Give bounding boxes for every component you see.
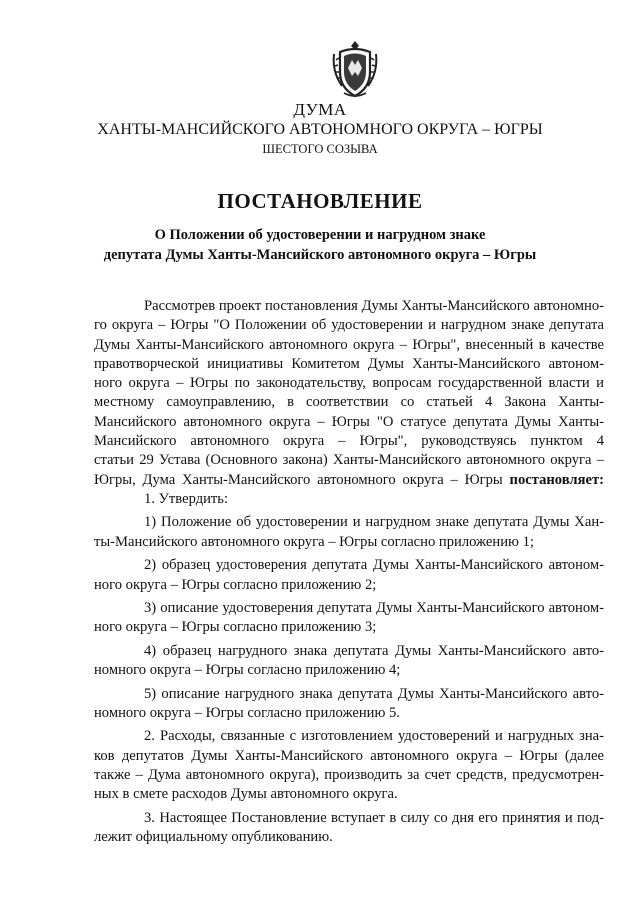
item-line: 2) образец удостоверения депутата Думы Ханты-Мансийского автоном- <box>144 557 604 574</box>
paragraph-line: Думы Ханты-Мансийского автономного округа – Югры", внесенный в качестве <box>94 336 604 353</box>
item-line: 1. Утвердить: <box>144 491 229 507</box>
document-title: ПОСТАНОВЛЕНИЕ <box>217 189 423 213</box>
item-line: ты-Мансийского автономного округа – Югры согласно приложению 1; <box>94 533 534 550</box>
item-line: 2. Расходы, связанные с изготовлением удостоверений и нагрудных зна- <box>144 728 604 745</box>
item-line: 3. Настоящее Постановление вступает в силу со дня его принятия и под- <box>144 809 604 826</box>
item-line: 5) описание нагрудного знака депутата Думы Ханты-Мансийского авто- <box>144 685 604 702</box>
resolves-keyword: постановляет: <box>509 471 604 488</box>
paragraph-line: Мансийского автономного округа – Югры "О статусе депутата Думы Ханты- <box>94 413 604 430</box>
paragraph-line <box>94 471 604 490</box>
paragraph-line: статьи 29 Устава (Основного закона) Ханты-Мансийского автономного округа – <box>94 452 604 469</box>
paragraph-line: го округа – Югры "О Положении об удостоверении и нагрудном знаке депутата <box>94 317 604 334</box>
paragraph-line: ного округа – Югры по законодательству, вопросам государственной власти и <box>94 375 604 392</box>
coat-of-arms-icon <box>330 38 380 100</box>
paragraph-text: Югры, Дума Ханты-Мансийского автономного округа – Югры <box>94 471 510 488</box>
item-line: ного округа – Югры согласно приложению 2; <box>94 576 377 593</box>
item-line: номного округа – Югры согласно приложению 4; <box>94 662 401 679</box>
paragraph-line: правотворческой инициативы Комитетом Думы Ханты-Мансийского автоном- <box>94 355 604 372</box>
paragraph-line: местному самоуправлению, в соответствии со статьей 4 Закона Ханты- <box>94 394 604 411</box>
document-subtitle-line: депутата Думы Ханты-Мансийского автономного округа – Югры <box>103 247 537 263</box>
paragraph-line: Рассмотрев проект постановления Думы Ханты-Мансийского автономно- <box>144 298 604 314</box>
resolution-items <box>94 490 604 847</box>
okrug-heading: ХАНТЫ-МАНСИЙСКОГО АВТОНОМНОГО ОКРУГА – ЮГРЫ <box>97 121 543 138</box>
item-line: ков депутатов Думы Ханты-Мансийского автономного округа – Югры (далее <box>94 747 604 764</box>
document-subtitle-line: О Положении об удостоверении и нагрудном знаке <box>154 227 486 243</box>
paragraph-line: Мансийского автономного округа – Югры", руководствуясь пунктом 4 <box>94 433 604 450</box>
duma-heading: ДУМА <box>293 100 347 119</box>
item-line: 4) образец нагрудного знака депутата Думы Ханты-Мансийского авто- <box>144 642 604 659</box>
item-line: также – Дума автономного округа), производить за счет средств, предусмотрен- <box>94 766 604 783</box>
convocation-heading: ШЕСТОГО СОЗЫВА <box>262 142 378 156</box>
preamble-paragraph <box>94 297 604 490</box>
item-line: лежит официальному опубликованию. <box>94 829 333 846</box>
item-line: ного округа – Югры согласно приложению 3; <box>94 619 377 636</box>
item-line: 1) Положение об удостоверении и нагрудном знаке депутата Думы Хан- <box>144 514 604 531</box>
item-line: номного округа – Югры согласно приложению 5. <box>94 704 400 721</box>
item-line: 3) описание удостоверения депутата Думы Ханты-Мансийского автоном- <box>144 600 604 617</box>
item-line: ных в смете расходов Думы автономного округа. <box>94 786 398 803</box>
